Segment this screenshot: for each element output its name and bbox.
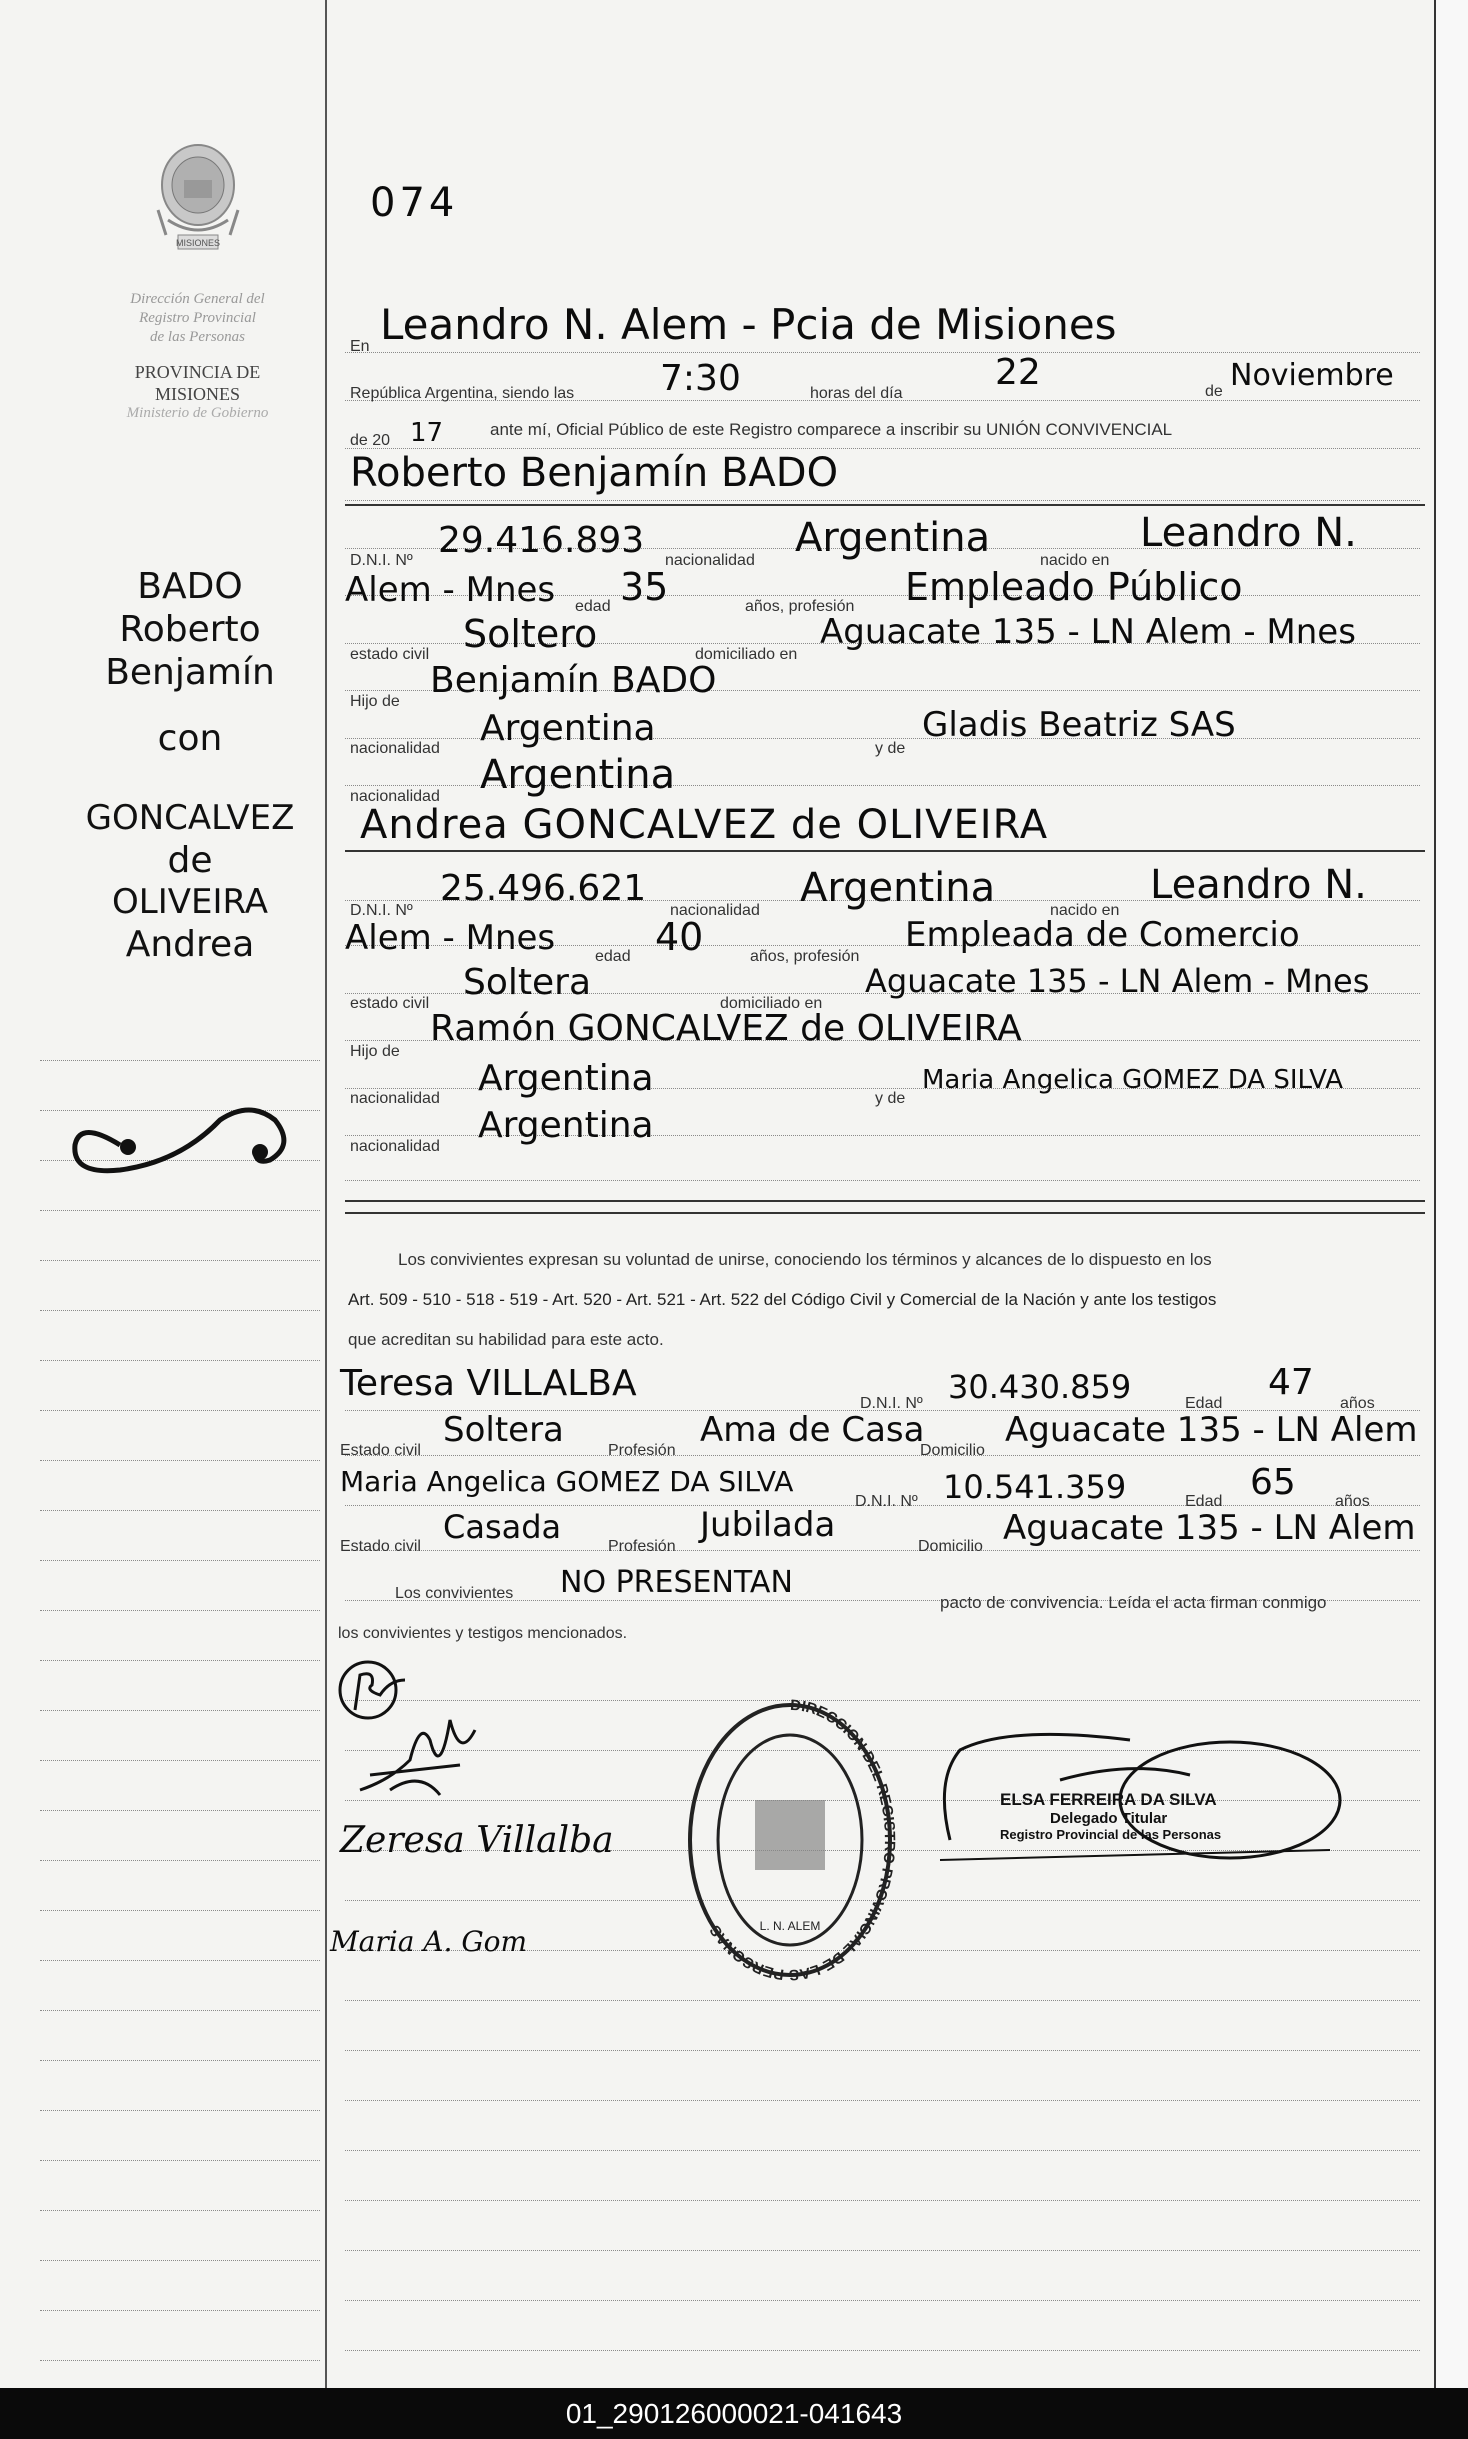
person2-age: 40 bbox=[655, 915, 704, 959]
clause-line1: Los convivientes expresan su voluntad de unirse, conociendo los términos y alcances de lo dispuesto en los bbox=[398, 1250, 1212, 1269]
label-nac: nacionalidad bbox=[670, 902, 760, 919]
person2-father-nat: Argentina bbox=[478, 1058, 654, 1099]
person2-father: Ramón GONCALVEZ de OLIVEIRA bbox=[430, 1008, 1022, 1049]
ruled-line bbox=[40, 2160, 320, 2162]
witness2-address: Aguacate 135 - LN Alem bbox=[1003, 1508, 1416, 1548]
label-final: los convivientes y testigos mencionados. bbox=[338, 1625, 628, 1642]
ruled-line bbox=[40, 1310, 320, 1312]
ruled-line bbox=[345, 500, 1420, 502]
label-pacto: pacto de convivencia. Leída el acta firman conmigo bbox=[940, 1593, 1327, 1612]
label-anos: años bbox=[1335, 1493, 1370, 1510]
label-dni: D.N.I. Nº bbox=[350, 552, 413, 569]
ruled-line bbox=[345, 2150, 1420, 2152]
act-month: Noviembre bbox=[1230, 358, 1394, 393]
label-ante: ante mí, Oficial Público de este Registro comparece a inscribir su UNIÓN CONVIVENCIAL bbox=[490, 420, 1173, 439]
ruled-line bbox=[40, 1760, 320, 1762]
label-en: En bbox=[350, 338, 370, 355]
margin-line bbox=[325, 0, 327, 2388]
ruled-line bbox=[40, 1260, 320, 1262]
ruled-line bbox=[40, 2010, 320, 2012]
act-time: 7:30 bbox=[660, 358, 741, 399]
person1-mother: Gladis Beatriz SAS bbox=[922, 705, 1236, 745]
ruled-line bbox=[345, 352, 1420, 354]
person1-age: 35 bbox=[620, 565, 669, 609]
ruled-line bbox=[40, 1610, 320, 1612]
ruled-line bbox=[40, 1810, 320, 1812]
label-dom: domiciliado en bbox=[695, 646, 798, 663]
witness1-address: Aguacate 135 - LN Alem bbox=[1005, 1410, 1418, 1450]
witness2-name: Maria Angelica GOMEZ DA SILVA bbox=[340, 1465, 794, 1498]
person1-dni: 29.416.893 bbox=[438, 520, 645, 561]
person2-birthplace2: Alem - Mnes bbox=[345, 918, 556, 958]
ruled-line bbox=[345, 1212, 1425, 1214]
label-edad: edad bbox=[575, 598, 611, 615]
label-year: de 20 bbox=[350, 432, 391, 449]
ruled-line bbox=[40, 1210, 320, 1212]
person2-mother-nat: Argentina bbox=[478, 1105, 654, 1146]
label-dni: D.N.I. Nº bbox=[855, 1493, 918, 1510]
label-nacido: nacido en bbox=[1040, 552, 1110, 569]
label-nacido: nacido en bbox=[1050, 902, 1120, 919]
label-convivientes: Los convivientes bbox=[395, 1585, 514, 1602]
margin-note: BADO Roberto Benjamín con GONCALVEZ de OLIVEIRA Andrea bbox=[85, 566, 295, 965]
label-anos: años bbox=[1340, 1395, 1375, 1412]
registry-stamp-icon bbox=[680, 1690, 900, 1990]
svg-text:L. N. ALEM: L. N. ALEM bbox=[759, 1919, 821, 1933]
ruled-line bbox=[345, 504, 1425, 506]
ruled-line bbox=[40, 1410, 320, 1412]
officer-stamp: ELSA FERREIRA DA SILVA Delegado Titular Registro Provincial de las Personas bbox=[1000, 1790, 1222, 1842]
signature-3: Zeresa Villalba bbox=[340, 1820, 614, 1861]
label-nac: nacionalidad bbox=[350, 1138, 440, 1155]
person1-address: Aguacate 135 - LN Alem - Mnes bbox=[820, 612, 1356, 652]
ruled-line bbox=[40, 1860, 320, 1862]
person2-name: Andrea GONCALVEZ de OLIVEIRA bbox=[360, 802, 1049, 848]
ministry-label: Ministerio de Gobierno bbox=[126, 405, 269, 422]
pact-status: NO PRESENTAN bbox=[560, 1565, 793, 1600]
label-estado: Estado civil bbox=[340, 1442, 421, 1459]
label-edad: Edad bbox=[1185, 1493, 1223, 1510]
person1-father-nat: Argentina bbox=[480, 708, 656, 749]
file-id-footer: 01_290126000021-041643 bbox=[0, 2388, 1468, 2439]
ruled-line bbox=[345, 1180, 1420, 1182]
org-name-line2: Registro Provincial bbox=[139, 309, 256, 326]
ruled-line bbox=[40, 1510, 320, 1512]
witness1-profession: Ama de Casa bbox=[700, 1410, 925, 1450]
signature-2-icon bbox=[350, 1700, 490, 1810]
label-estado: estado civil bbox=[350, 646, 430, 663]
label-dom: Domicilio bbox=[918, 1538, 983, 1555]
label-nac: nacionalidad bbox=[350, 740, 440, 757]
person2-profession: Empleada de Comercio bbox=[905, 915, 1300, 955]
label-yde: y de bbox=[875, 1090, 906, 1107]
label-nac: nacionalidad bbox=[665, 552, 755, 569]
ruled-line bbox=[40, 2060, 320, 2062]
label-dom: domiciliado en bbox=[720, 995, 823, 1012]
person1-birthplace2: Alem - Mnes bbox=[345, 570, 556, 610]
person2-mother: Maria Angelica GOMEZ DA SILVA bbox=[922, 1065, 1344, 1095]
act-year: 17 bbox=[410, 418, 444, 448]
person2-civil: Soltera bbox=[463, 962, 592, 1003]
ruled-line bbox=[40, 1710, 320, 1712]
person1-name: Roberto Benjamín BADO bbox=[350, 450, 839, 496]
witness1-dni: 30.430.859 bbox=[948, 1368, 1132, 1406]
clause-line2: Art. 509 - 510 - 518 - 519 - Art. 520 - Art. 521 - Art. 522 del Código Civil y Comercial de la Nación y ante los testigos bbox=[348, 1290, 1217, 1309]
ruled-line bbox=[40, 2360, 320, 2362]
label-estado: estado civil bbox=[350, 995, 430, 1012]
act-place: Leandro N. Alem - Pcia de Misiones bbox=[380, 300, 1117, 349]
label-estado: Estado civil bbox=[340, 1538, 421, 1555]
ruled-line bbox=[40, 1560, 320, 1562]
label-edad: edad bbox=[595, 948, 631, 965]
ruled-line bbox=[345, 2100, 1420, 2102]
ruled-line bbox=[40, 2110, 320, 2112]
label-horas: horas del día bbox=[810, 385, 903, 402]
person1-mother-nat: Argentina bbox=[480, 752, 676, 798]
label-hijo: Hijo de bbox=[350, 1043, 400, 1060]
person2-birthplace: Leandro N. bbox=[1150, 862, 1367, 908]
ruled-line bbox=[345, 1200, 1425, 1202]
province-label: PROVINCIA DE MISIONES bbox=[134, 362, 261, 404]
ruled-line bbox=[345, 2350, 1420, 2352]
org-name-line1: Dirección General del bbox=[130, 291, 265, 307]
witness1-name: Teresa VILLALBA bbox=[340, 1363, 637, 1404]
label-yde: y de bbox=[875, 740, 906, 757]
ruled-line bbox=[40, 2260, 320, 2262]
person1-birthplace: Leandro N. bbox=[1140, 510, 1357, 556]
ruled-line bbox=[40, 2210, 320, 2212]
witness2-profession: Jubilada bbox=[700, 1505, 836, 1545]
ruled-line bbox=[40, 1460, 320, 1462]
ruled-line bbox=[40, 1910, 320, 1912]
label-hijo: Hijo de bbox=[350, 693, 400, 710]
ruled-line bbox=[40, 1960, 320, 1962]
person2-dni: 25.496.621 bbox=[440, 868, 647, 909]
witness2-dni: 10.541.359 bbox=[943, 1468, 1127, 1506]
act-day: 22 bbox=[995, 352, 1041, 393]
person1-father: Benjamín BADO bbox=[430, 660, 717, 701]
label-dom: Domicilio bbox=[920, 1442, 985, 1459]
ruled-line bbox=[345, 850, 1425, 852]
witness1-civil: Soltera bbox=[443, 1410, 564, 1450]
ruled-line bbox=[40, 2310, 320, 2312]
ruled-line bbox=[40, 1060, 320, 1062]
signature-4: Maria A. Gom bbox=[330, 1925, 528, 1958]
label-anos: años, profesión bbox=[745, 598, 855, 615]
person1-nationality: Argentina bbox=[795, 515, 991, 561]
label-de: de bbox=[1205, 383, 1223, 400]
ruled-line bbox=[345, 2250, 1420, 2252]
label-republica: República Argentina, siendo las bbox=[350, 385, 575, 402]
label-dni: D.N.I. Nº bbox=[350, 902, 413, 919]
label-prof: Profesión bbox=[608, 1538, 676, 1555]
witness2-age: 65 bbox=[1250, 1462, 1296, 1503]
person2-nationality: Argentina bbox=[800, 865, 996, 911]
ruled-line bbox=[40, 1660, 320, 1662]
org-name-line3: de las Personas bbox=[150, 328, 245, 345]
witness2-civil: Casada bbox=[443, 1508, 562, 1546]
ruled-line bbox=[345, 2300, 1420, 2302]
closing-flourish-icon bbox=[60, 1090, 310, 1190]
person2-address: Aguacate 135 - LN Alem - Mnes bbox=[865, 962, 1370, 1000]
label-nac: nacionalidad bbox=[350, 1090, 440, 1107]
ruled-line bbox=[345, 1550, 1420, 1552]
label-dni: D.N.I. Nº bbox=[860, 1395, 923, 1412]
person1-profession: Empleado Público bbox=[905, 565, 1243, 609]
label-edad: Edad bbox=[1185, 1395, 1223, 1412]
ruled-line bbox=[345, 2200, 1420, 2202]
provincial-seal-icon bbox=[148, 140, 248, 270]
label-anos: años, profesión bbox=[750, 948, 860, 965]
label-prof: Profesión bbox=[608, 1442, 676, 1459]
ruled-line bbox=[40, 1360, 320, 1362]
page-edge bbox=[1434, 0, 1468, 2388]
svg-text:MISIONES: MISIONES bbox=[175, 238, 220, 248]
ruled-line bbox=[345, 2050, 1420, 2052]
clause-line3: que acreditan su habilidad para este acto. bbox=[348, 1330, 664, 1349]
act-number: 074 bbox=[370, 180, 459, 226]
person1-civil: Soltero bbox=[463, 612, 598, 656]
label-nac: nacionalidad bbox=[350, 788, 440, 805]
witness1-age: 47 bbox=[1268, 1362, 1314, 1403]
svg-text:DIRECCION DEL REGISTRO PROVINC: DIRECCION DEL REGISTRO PROVINCIAL DE LAS PERSONAS bbox=[706, 1696, 899, 1984]
ruled-line bbox=[345, 2000, 1420, 2002]
ruled-line bbox=[345, 1455, 1420, 1457]
registry-header bbox=[90, 140, 305, 422]
